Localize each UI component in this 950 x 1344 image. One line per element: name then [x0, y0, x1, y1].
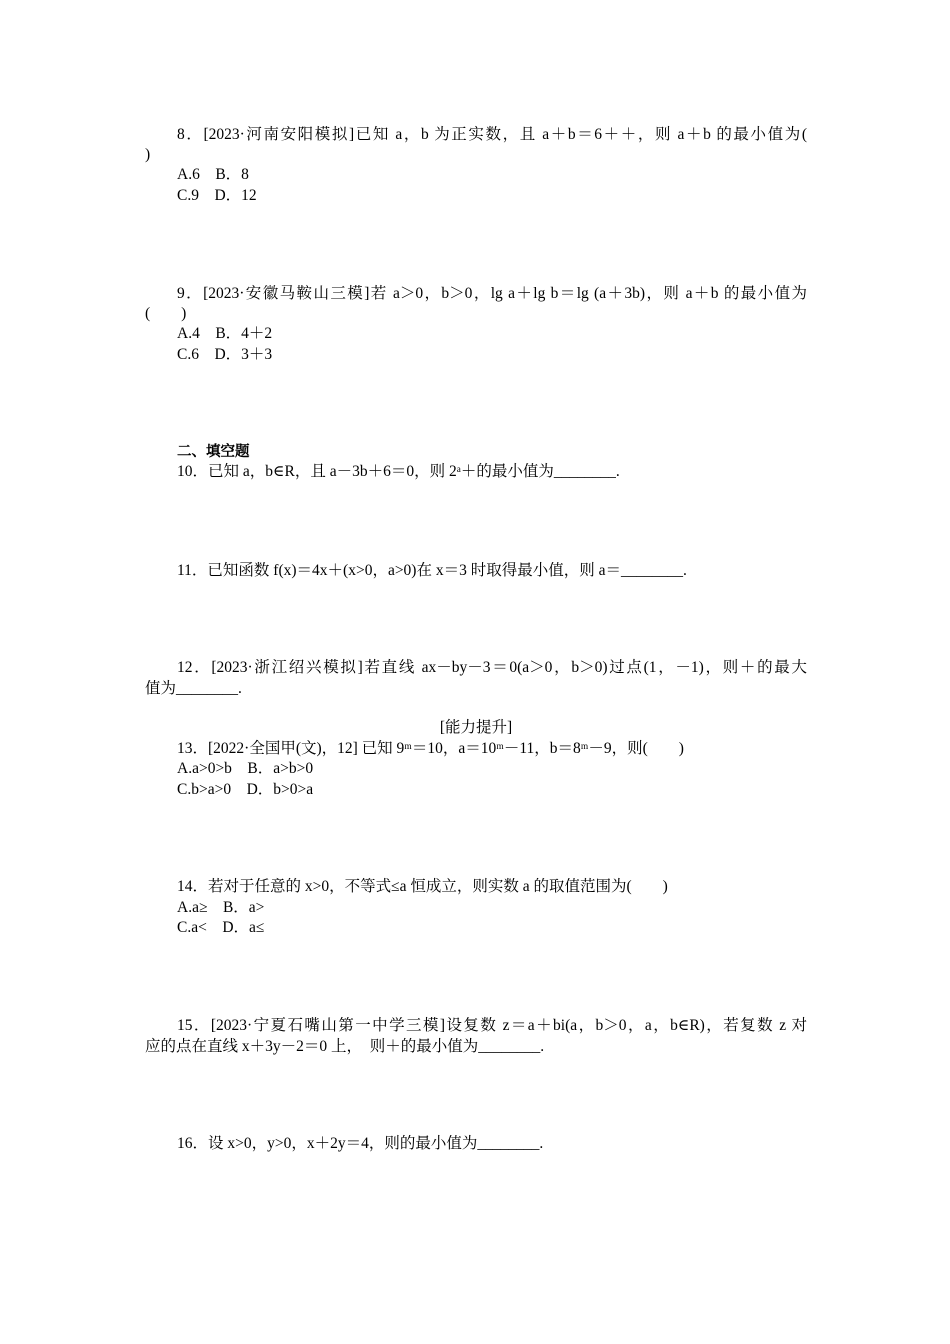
- question-8-line-2: ): [145, 146, 151, 163]
- question-9-options-ab: A.4 B．4＋2: [177, 325, 273, 342]
- question-13-options-ab: A.a>0>b B．a>b>0: [177, 760, 314, 777]
- question-14-options-ab: A.a≥ B．a>: [177, 899, 265, 916]
- question-8-line-1: 8．[2023·河南安阳模拟]已知 a，b 为正实数，且 a＋b＝6＋＋，则 a＋b 的最小值为(: [177, 126, 807, 143]
- question-15-line-2: 应的点在直线 x＋3y－2＝0 上， 则＋的最小值为________.: [145, 1038, 545, 1055]
- section-ability-heading: [能力提升]: [439, 719, 513, 736]
- question-12-line-1: 12．[2023·浙江绍兴模拟]若直线 ax－by－3＝0(a＞0，b＞0)过点(1，－1)，则＋的最大: [177, 659, 807, 676]
- question-8-options-cd: C.9 D．12: [177, 187, 257, 204]
- question-9-options-cd: C.6 D．3＋3: [177, 346, 273, 363]
- question-8-options-ab: A.6 B．8: [177, 166, 249, 183]
- question-14-options-cd: C.a< D．a≤: [177, 919, 265, 936]
- question-9-line-1: 9．[2023·安徽马鞍山三模]若 a＞0，b＞0，lg a＋lg b＝lg (a＋3b)，则 a＋b 的最小值为: [177, 285, 807, 302]
- question-11: 11．已知函数 f(x)＝4x＋(x>0，a>0)在 x＝3 时取得最小值，则 a＝________.: [177, 562, 687, 579]
- section-fill-in-heading: 二、填空题: [177, 444, 250, 460]
- question-16: 16．设 x>0，y>0，x＋2y＝4，则的最小值为________.: [177, 1135, 544, 1152]
- question-10: 10．已知 a，b∈R，且 a－3b＋6＝0，则 2ᵃ＋的最小值为________.: [177, 463, 620, 480]
- question-13-options-cd: C.b>a>0 D．b>0>a: [177, 781, 314, 798]
- question-12-line-2: 值为________.: [145, 680, 242, 697]
- question-9-line-2: ( ): [145, 305, 187, 322]
- question-14: 14．若对于任意的 x>0，不等式≤a 恒成立，则实数 a 的取值范围为( ): [177, 878, 668, 895]
- question-15-line-1: 15．[2023·宁夏石嘴山第一中学三模]设复数 z＝a＋bi(a，b＞0，a，b∈R)，若复数 z 对: [177, 1017, 807, 1034]
- question-13: 13．[2022·全国甲(文)，12] 已知 9ᵐ＝10，a＝10ᵐ－11，b＝8ᵐ－9，则( ): [177, 740, 684, 757]
